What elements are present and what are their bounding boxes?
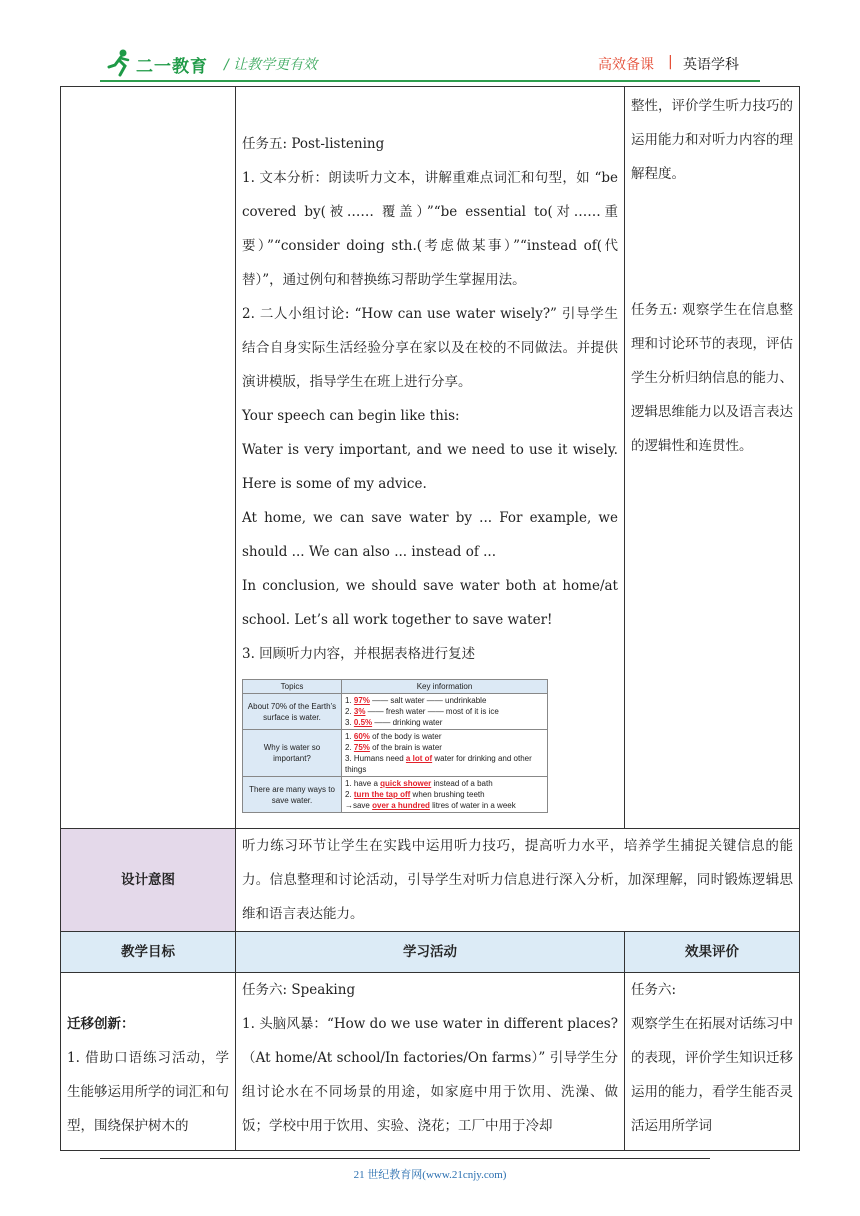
logo-text: 二一教育 xyxy=(136,57,208,77)
mini-header: Topics xyxy=(242,680,341,694)
table-row xyxy=(61,87,800,829)
evaluation-cell xyxy=(624,87,799,829)
task-title: 任务六: Speaking xyxy=(241,982,356,998)
activity-paragraph: In conclusion, we should save water both at home/at school. Let’s all work together to save water! xyxy=(241,578,618,628)
table-row xyxy=(61,973,800,1151)
header-category: 高效备课 xyxy=(598,57,654,73)
mini-topic: There are many ways to save water. xyxy=(242,777,341,813)
activity-paragraph: At home, we can save water by ... For example, we should ... We can also ... instead of ... xyxy=(241,510,618,560)
evaluation-text: 任务五: 观察学生在信息整理和讨论环节的表现，评估学生分析归纳信息的能力、逻辑思维能力以及语言表达的逻辑性和连贯性。 xyxy=(630,302,793,454)
footer-divider xyxy=(100,1158,710,1159)
evaluation-title: 任务六: xyxy=(630,982,677,998)
objective-cell-empty xyxy=(61,87,236,829)
mini-topic: About 70% of the Earth’s surface is water. xyxy=(242,694,341,730)
mini-info: 1. 60% of the body is water 2. 75% of the brain is water 3. Humans need a lot of water for drinking and other things xyxy=(341,730,547,777)
evaluation-text: 整性，评价学生听力技巧的运用能力和对听力内容的理解程度。 xyxy=(630,98,793,182)
table-row xyxy=(61,932,800,973)
activity-paragraph: Water is very important, and we need to use it wisely. Here is some of my advice. xyxy=(241,442,618,492)
objective-text: 1. 借助口语练习活动，学生能够运用所学的词汇和句型，围绕保护树木的 xyxy=(67,1050,229,1134)
column-header-objective: 教学目标 xyxy=(61,932,236,973)
mini-header: Key information xyxy=(341,680,547,694)
activity-paragraph: 1. 文本分析：朗读听力文本，讲解重难点词汇和句型，如 “be covered by(被…… 覆盖）”“be essential to(对……重要）”“consider doing sth.(考虑做某事）”“instead of(代替）”，通过例句和替换练习帮助学生掌握用法。 xyxy=(241,170,618,288)
activity-cell xyxy=(235,87,624,829)
mini-info: 1. 97% —— salt water —— undrinkable 2. 3% —— fresh water —— most of it is ice 3. 0.5% —— drinking water xyxy=(341,694,547,730)
activity-paragraph: 3. 回顾听力内容，并根据表格进行复述 xyxy=(241,646,476,662)
activity-cell xyxy=(235,973,624,1151)
evaluation-text: 观察学生在拓展对话练习中的表现，评价学生知识迁移运用的能力，看学生能否灵活运用所学词 xyxy=(630,1016,793,1134)
mini-info: 1. have a quick shower instead of a bath 2. turn the tap off when brushing teeth →save over a hundred litres of water in a week xyxy=(341,777,547,813)
header-subject: 英语学科 xyxy=(683,57,739,73)
activity-paragraph: Your speech can begin like this: xyxy=(241,408,460,424)
activity-paragraph: 1. 头脑风暴：“How do we use water in different places?（At home/At school/In factories/On farms）” 引导学生分组讨论水在不同场景的用途，如家庭中用于饮用、洗澡、做饭；学校中用于饮用、实验、浇花；工厂中用于冷却 xyxy=(241,1016,618,1134)
objective-title: 迁移创新： xyxy=(67,1016,135,1032)
slogan: / 让教学更有效 xyxy=(224,57,318,73)
column-header-activity: 学习活动 xyxy=(235,932,624,973)
activity-paragraph: 2. 二人小组讨论: “How can use water wisely?” 引导学生结合自身实际生活经验分享在家以及在校的不同做法。并提供演讲模版，指导学生在班上进行分享。 xyxy=(241,306,618,390)
task-title: 任务五: Post-listening xyxy=(241,136,385,152)
lesson-plan-table xyxy=(60,86,800,1151)
runner-logo-icon xyxy=(106,48,132,78)
mini-topic: Why is water so important? xyxy=(242,730,341,777)
design-intent-label: 设计意图 xyxy=(61,829,236,932)
header-divider xyxy=(100,80,760,82)
footer-text: 21 世纪教育网(www.21cnjy.com) xyxy=(353,1169,507,1181)
evaluation-cell xyxy=(624,973,799,1151)
column-header-evaluation: 效果评价 xyxy=(624,932,799,973)
header-separator: | xyxy=(668,54,673,70)
table-row xyxy=(61,829,800,932)
key-info-table xyxy=(242,679,548,813)
design-intent-text: 听力练习环节让学生在实践中运用听力技巧，提高听力水平，培养学生捕捉关键信息的能力。信息整理和讨论活动，引导学生对听力信息进行深入分析，加深理解，同时锻炼逻辑思维和语言表达能力。 xyxy=(235,829,799,932)
page-header xyxy=(0,0,860,92)
objective-cell xyxy=(61,973,236,1151)
